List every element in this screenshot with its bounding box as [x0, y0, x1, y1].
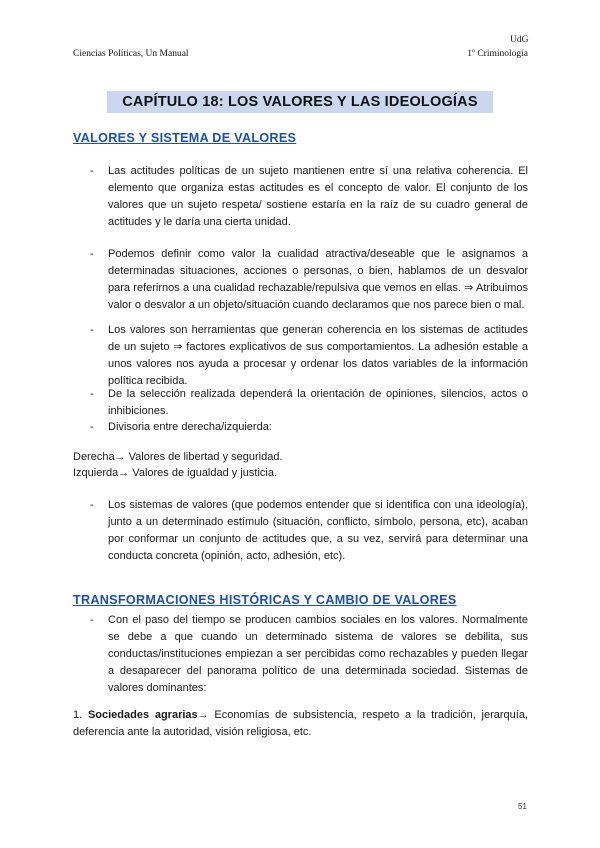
- section-heading-transformaciones: TRANSFORMACIONES HISTÓRICAS Y CAMBIO DE VALORES: [73, 593, 457, 607]
- bullet-text: Divisoria entre derecha/izquierda:: [108, 421, 272, 433]
- bullet-text: De la selección realizada dependerá la orientación de opiniones, silencios, actos o inhibiciones.: [108, 388, 528, 417]
- bullet-text: Los valores son herramientas que generan coherencia en los sistemas de actitudes de un sujeto ⇒ factores explicativos de sus comportamientos. La adhesión estable a unos valores nos ayuda a procesar y ordenar los datos variables de la información política recibida.: [108, 324, 528, 387]
- bullet-item: [73, 322, 528, 390]
- bullet-text: Las actitudes políticas de un sujeto mantienen entre sí una relativa coherencia. El elemento que organiza estas actitudes es el concepto de valor. El conjunto de los valores que un sujeto respeta/ sostiene estaría en la raíz de su cuadro general de actitudes y le daría una cierta unidad.: [108, 165, 528, 228]
- bullet-text: Los sistemas de valores (que podemos entender que si identifica con una ideología), junto a un determinado estímulo (situación, conflicto, símbolo, persona, etc), acaban por conformar un conjunto de actitudes que, a su vez, servirá para determinar una conducta concreta (opinión, acto, adhesión, etc).: [108, 499, 528, 562]
- section-heading-valores: VALORES Y SISTEMA DE VALORES: [73, 131, 297, 145]
- chapter-title: CAPÍTULO 18: LOS VALORES Y LAS IDEOLOGÍAS: [107, 91, 493, 113]
- bullet-dash: -: [90, 421, 94, 433]
- bullet-item: [73, 612, 528, 697]
- bullet-text: Podemos definir como valor la cualidad atractiva/deseable que le asignamos a determinadas situaciones, acciones o personas, o bien, hablamos de un desvalor para referirnos a una cualidad rechazable/repulsiva que vemos en ellas. ⇒ Atribuimos valor o desvalor a un objeto/situación cuando declaramos que nos parece bien o mal.: [108, 248, 528, 311]
- bullet-dash: -: [90, 614, 94, 626]
- list-item-text: → Economías de subsistencia, respeto a la tradición, jerarquía, deferencia ante la autoridad, visión religiosa, etc.: [73, 709, 528, 738]
- bullet-dash: -: [90, 388, 94, 400]
- list-item-label: Sociedades agrarias: [87, 709, 198, 721]
- izquierda-line: Izquierda→ Valores de igualdad y justicia.: [73, 467, 278, 479]
- list-item-number: 1.: [73, 709, 83, 721]
- page-number: 51: [518, 802, 527, 811]
- bullet-item: [73, 386, 528, 420]
- bullet-dash: -: [90, 324, 94, 336]
- bullet-text: Con el paso del tiempo se producen cambios sociales en los valores. Normalmente se debe a que cuando un determinado sistema de valores se debilita, sus conductas/instituciones empiezan a ser percibidas como rechazables y pueden llegar a desaparecer del panorama político de una determinada sociedad. Sistemas de valores dominantes:: [108, 614, 528, 694]
- bullet-item: [73, 246, 528, 314]
- bullet-item: [73, 163, 528, 231]
- bullet-dash: -: [90, 248, 94, 260]
- header-left: Ciencias Políticas, Un Manual: [73, 49, 189, 59]
- header-right-top: UdG: [510, 35, 529, 45]
- bullet-item: [73, 497, 528, 565]
- header-right-bottom: 1º Criminología: [467, 49, 528, 59]
- bullet-dash: -: [90, 165, 94, 177]
- bullet-item: [73, 419, 528, 436]
- derecha-line: Derecha→ Valores de libertad y seguridad.: [73, 451, 283, 463]
- bullet-dash: -: [90, 499, 94, 511]
- list-item-sociedades-agrarias: [73, 707, 528, 741]
